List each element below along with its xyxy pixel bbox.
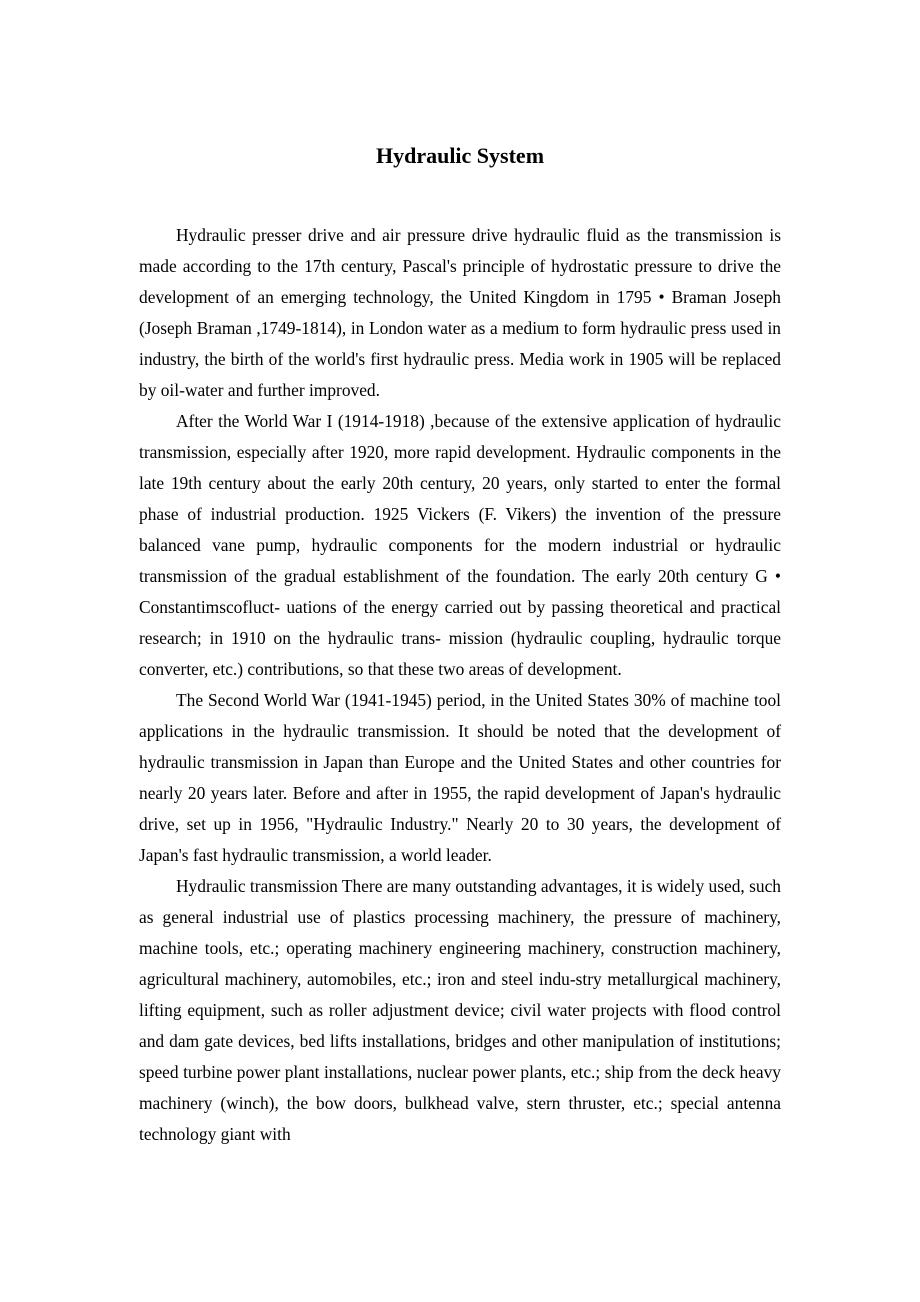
paragraph-1: Hydraulic presser drive and air pressure drive hydraulic fluid as the transmission is made according to the 17th century, Pascal's principle of hydrostatic pressure to drive the development of an emerging technology, the United Kingdom in 1795 • Braman Joseph (Joseph Braman ,1749-1814), in London water as a medium to form hydraulic press used in industry, the birth of the world's first hydraulic press. Media work in 1905 will be replaced by oil-water and further improved. xyxy=(139,225,781,400)
document-title: Hydraulic System xyxy=(375,143,545,168)
paragraph-4: Hydraulic transmission There are many outstanding advantages, it is widely used, such as general industrial use of plastics processing machinery, the pressure of machinery, machine tools, etc.; operating machinery engineering machinery, construction machinery, agricultural machinery, automobiles, etc.; iron and steel indu-stry metallurgical machinery, lifting equipment, such as roller adjustment device; civil water projects with flood control and dam gate devices, bed lifts installations, bridges and other manipulation of institutions; speed turbine power plant installations, nuclear power plants, etc.; ship from the deck heavy machinery (winch), the bow doors, bulkhead valve, stern thruster, etc.; special antenna technology giant with xyxy=(139,876,781,1144)
document-body xyxy=(139,220,781,1150)
paragraph-3: The Second World War (1941-1945) period, in the United States 30% of machine tool applications in the hydraulic transmission. It should be noted that the development of hydraulic transmission in Japan than Europe and the United States and other countries for nearly 20 years later. Before and after in 1955, the rapid development of Japan's hydraulic drive, set up in 1956, "Hydraulic Industry." Nearly 20 to 30 years, the development of Japan's fast hydraulic transmission, a world leader. xyxy=(139,690,781,865)
paragraph-2: After the World War I (1914-1918) ,because of the extensive application of hydraulic transmission, especially after 1920, more rapid development. Hydraulic components in the late 19th century about the early 20th century, 20 years, only started to enter the formal phase of industrial production. 1925 Vickers (F. Vikers) the invention of the pressure balanced vane pump, hydraulic components for the modern industrial or hydraulic transmission of the gradual establishment of the foundation. The early 20th century G • Constantimscofluct- uations of the energy carried out by passing theoretical and practical research; in 1910 on the hydraulic trans- mission (hydraulic coupling, hydraulic torque converter, etc.) contributions, so that these two areas of development. xyxy=(139,411,781,679)
